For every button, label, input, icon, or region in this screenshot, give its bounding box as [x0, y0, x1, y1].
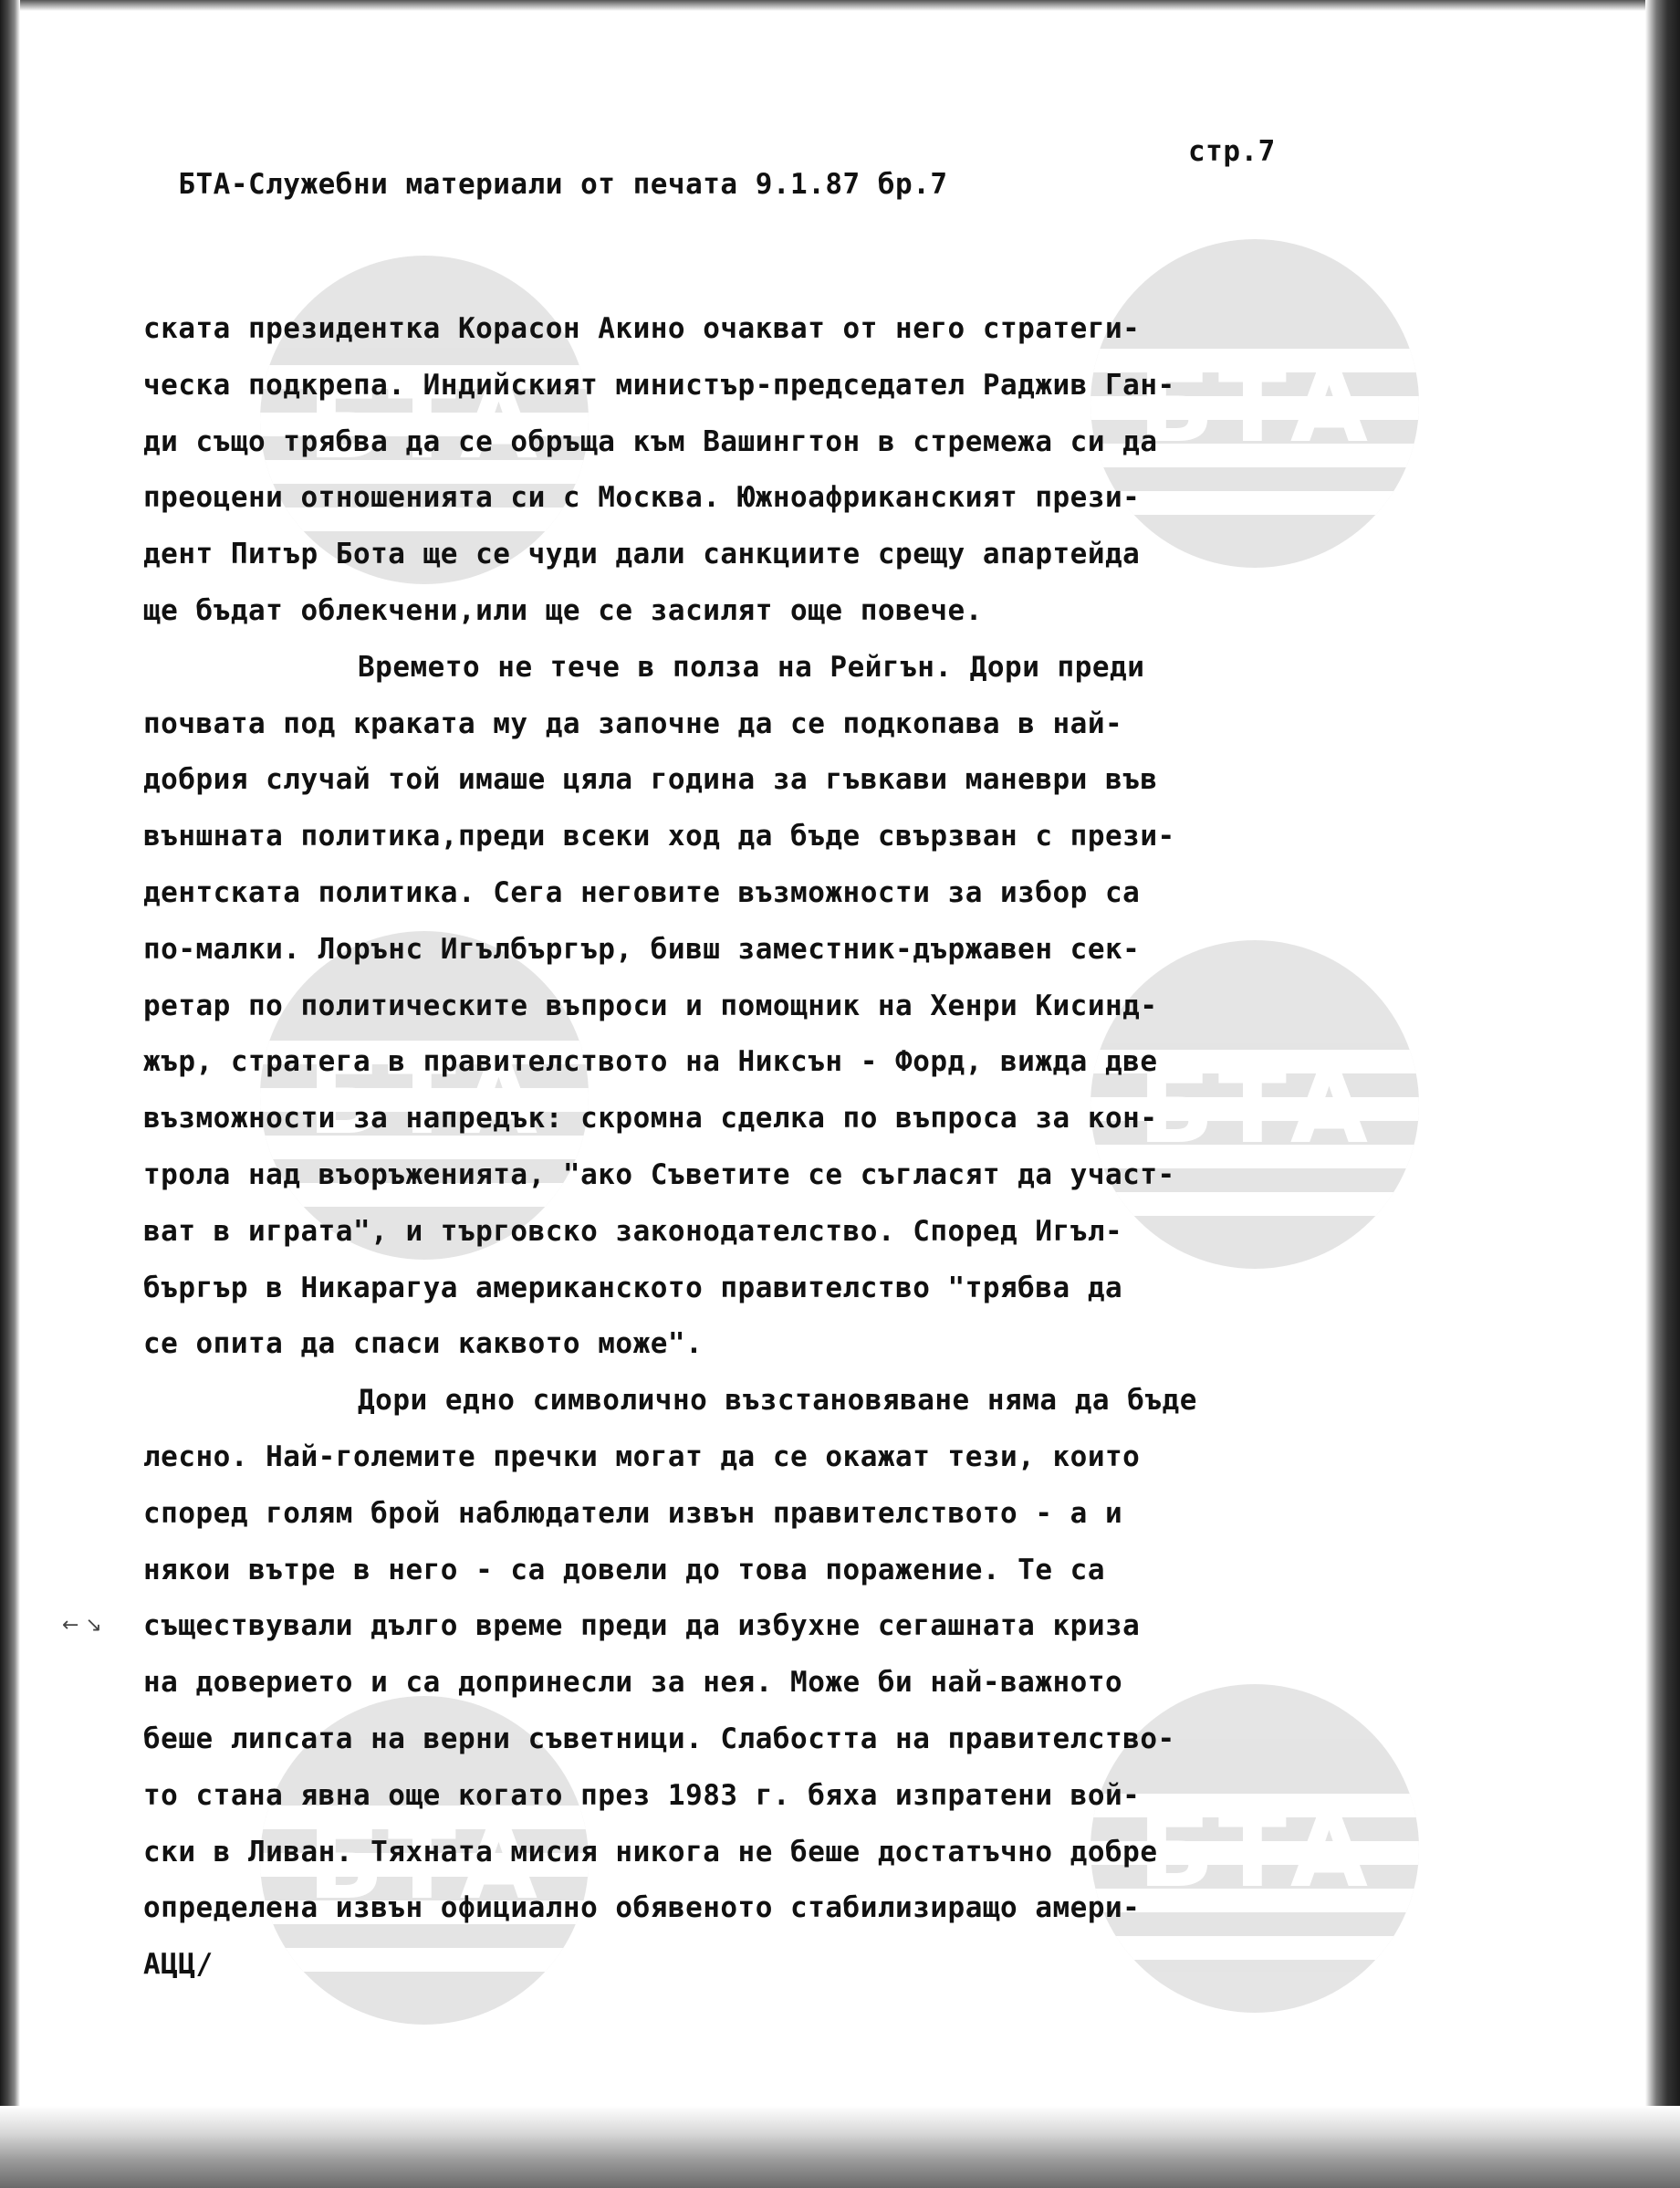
- text-line: външната политика,преди всеки ход да бъде свързван с прези-: [143, 820, 1175, 853]
- text-line: определена извън официално обявеното стабилизиращо амери-: [143, 1891, 1141, 1925]
- bta-watermark-seal: БТА: [1090, 239, 1419, 568]
- text-line: добрия случай той имаше цяла година за гъвкави маневри във: [143, 763, 1158, 797]
- text-line: се опита да спаси каквото може".: [143, 1327, 704, 1361]
- article-body: [143, 301, 1421, 1994]
- scan-border-left: [0, 0, 20, 2188]
- signature-code: АЦЦ/: [143, 1948, 214, 1982]
- text-line: ще бъдат облекчени,или ще се засилят още повече.: [143, 593, 983, 627]
- text-line: трола над въоръженията, "ако Съветите се съгласят да участ-: [143, 1157, 1175, 1191]
- page-number: стр.7: [1188, 135, 1276, 168]
- margin-pencil-mark: ← ↘: [62, 1614, 102, 1637]
- text-line: някои вътре в него - са довели до това поражение. Те са: [143, 1553, 1105, 1586]
- page-header: [143, 135, 1276, 234]
- scan-border-top: [0, 0, 1680, 11]
- text-line: почвата под краката му да започне да се подкопава в най-: [143, 707, 1123, 740]
- text-line: съществували дълго време преди да избухне сегашната криза: [143, 1609, 1141, 1643]
- text-line: според голям брой наблюдатели извън правителството - а и: [143, 1496, 1123, 1530]
- text-line: на доверието и са допринесли за нея. Може би най-важното: [143, 1666, 1123, 1700]
- text-line: ската президентка Корасон Акино очакват от него стратеги-: [143, 312, 1141, 345]
- bta-watermark-seal: БТА: [260, 1696, 589, 2025]
- text-line: ват в играта", и търговско законодателство. Според Игъл-: [143, 1214, 1123, 1248]
- bta-watermark-seal: БТА: [1090, 1684, 1419, 2013]
- text-line: възможности за напредък: скромна сделка по въпроса за кон-: [143, 1102, 1158, 1136]
- text-line: жър, стратега в правителството на Никсън - Форд, вижда две: [143, 1045, 1158, 1079]
- bta-watermark-seal: БТА: [260, 256, 589, 584]
- text-line: ретар по политическите въпроси и помощник на Хенри Кисинд-: [143, 989, 1158, 1022]
- text-line: бъргър в Никарагуа американското правителство "трябва да: [143, 1271, 1123, 1304]
- text-line: ческа подкрепа. Индийският министър-председател Раджив Ган-: [143, 368, 1175, 402]
- text-line: беше липсата на верни съветници. Слабостта на правителство-: [143, 1722, 1175, 1755]
- text-line: ски в Ливан. Тяхната мисия никога не беше достатъчно добре: [143, 1835, 1158, 1869]
- text-line: ди също трябва да се обръща към Вашингтон в стремежа си да: [143, 424, 1158, 458]
- paragraph-start-line: Времето не тече в полза на Рейгън. Дори преди: [358, 650, 1145, 684]
- text-line: преоцени отношенията си с Москва. Южноафриканският прези-: [143, 481, 1141, 515]
- text-line: по-малки. Лорънс Игълбъргър, бивш заместник-държавен сек-: [143, 932, 1141, 966]
- text-line: дентската политика. Сега неговите възможности за избор са: [143, 875, 1141, 909]
- paragraph-start-line: Дори едно символично възстановяване няма да бъде: [358, 1384, 1197, 1418]
- header-title: БТА-Служебни материали от печата 9.1.87 бр.7: [178, 168, 948, 201]
- bta-watermark-seal: БТА: [260, 931, 589, 1260]
- bta-watermark-seal: БТА: [1090, 940, 1419, 1269]
- text-line: лесно. Най-големите пречки могат да се окажат тези, които: [143, 1439, 1141, 1473]
- scan-border-bottom: [0, 2106, 1680, 2188]
- text-line: дент Питър Бота ще се чуди дали санкциите срещу апартейда: [143, 538, 1141, 571]
- scan-border-right: [1645, 0, 1680, 2188]
- text-line: то стана явна още когато през 1983 г. бяха изпратени вой-: [143, 1778, 1141, 1812]
